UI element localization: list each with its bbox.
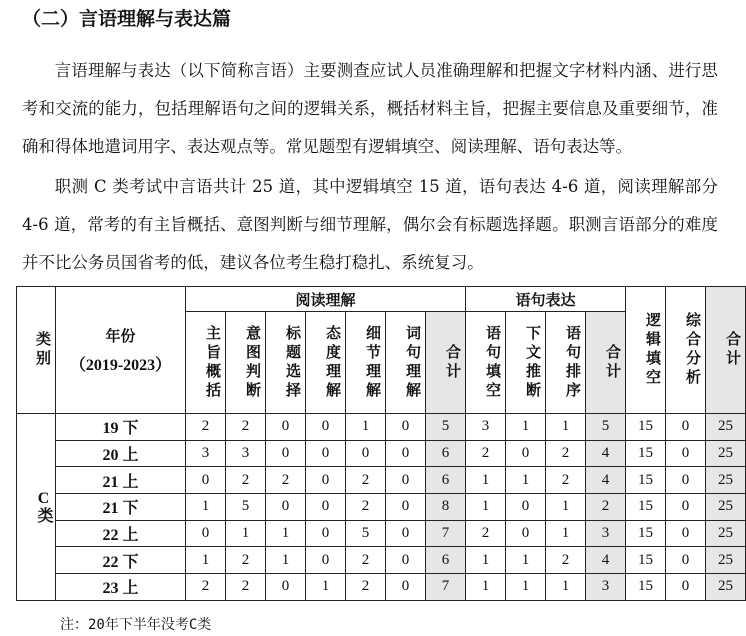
value-cell: 2 [226,547,266,574]
value-cell: 1 [266,520,306,547]
header-sentence_cols-2: 语句排序 [546,312,586,414]
value-cell: 0 [666,440,706,467]
value-cell: 6 [426,467,466,494]
value-cell: 2 [226,414,266,441]
value-cell: 0 [666,574,706,601]
value-cell: 0 [666,494,706,521]
value-cell: 0 [386,574,426,601]
value-cell: 0 [386,440,426,467]
header-total: 合计 [706,287,746,414]
value-cell: 1 [506,574,546,601]
value-cell: 2 [586,494,626,521]
value-cell: 1 [506,467,546,494]
value-cell: 15 [626,440,666,467]
value-cell: 25 [706,574,746,601]
value-cell: 6 [426,547,466,574]
year-cell: 21 上 [56,467,186,494]
value-cell: 0 [386,547,426,574]
value-cell: 0 [346,440,386,467]
value-cell: 3 [586,574,626,601]
value-cell: 1 [346,414,386,441]
value-cell: 0 [666,414,706,441]
value-cell: 3 [186,440,226,467]
value-cell: 25 [706,494,746,521]
value-cell: 2 [226,574,266,601]
value-cell: 1 [186,547,226,574]
value-cell: 2 [186,414,226,441]
value-cell: 3 [466,414,506,441]
value-cell: 1 [466,494,506,521]
value-cell: 0 [306,467,346,494]
value-cell: 0 [266,574,306,601]
value-cell: 0 [266,440,306,467]
value-cell: 3 [586,520,626,547]
value-cell: 15 [626,494,666,521]
value-cell: 25 [706,520,746,547]
value-cell: 0 [306,547,346,574]
value-cell: 1 [466,547,506,574]
year-cell: 20 上 [56,440,186,467]
value-cell: 25 [706,547,746,574]
value-cell: 4 [586,547,626,574]
value-cell: 5 [426,414,466,441]
value-cell: 2 [266,467,306,494]
header-year: 年份 （2019-2023） [56,287,186,414]
value-cell: 0 [386,414,426,441]
value-cell: 0 [666,547,706,574]
year-cell: 19 下 [56,414,186,441]
value-cell: 3 [226,440,266,467]
table-row [17,440,746,467]
value-cell: 6 [426,440,466,467]
value-cell: 15 [626,520,666,547]
value-cell: 0 [306,494,346,521]
value-cell: 2 [466,440,506,467]
value-cell: 2 [226,467,266,494]
year-cell: 22 下 [56,547,186,574]
header-comprehensive: 综合分析 [666,287,706,414]
header-reading_cols-4: 细节理解 [346,312,386,414]
value-cell: 15 [626,547,666,574]
value-cell: 1 [186,494,226,521]
value-cell: 7 [426,520,466,547]
value-cell: 25 [706,414,746,441]
header-reading: 阅读理解 [186,287,466,312]
year-cell: 21 下 [56,494,186,521]
value-cell: 1 [546,574,586,601]
value-cell: 1 [506,547,546,574]
value-cell: 7 [426,574,466,601]
value-cell: 0 [266,414,306,441]
value-cell: 1 [266,547,306,574]
value-cell: 0 [666,520,706,547]
value-cell: 0 [306,440,346,467]
value-cell: 15 [626,414,666,441]
value-cell: 2 [346,494,386,521]
header-sentence: 语句表达 [466,287,626,312]
table-row [17,494,746,521]
value-cell: 0 [506,520,546,547]
footnote: 注：20年下半年没考C类 [60,617,212,633]
value-cell: 2 [546,440,586,467]
value-cell: 0 [306,520,346,547]
exam-paragraph: 职测 C 类考试中言语共计 25 道，其中逻辑填空 15 道，语句表达 4-6 道，阅读理解部分 4-6 道，常考的有主旨概括、意图判断与细节理解，偶尔会有标题选择题。职测言语部分的难度并不比公务员国省考的低，建议各位考生稳打稳扎、系统复习。 [22,177,718,272]
header-reading_cols-5: 词句理解 [386,312,426,414]
value-cell: 1 [226,520,266,547]
value-cell: 0 [386,520,426,547]
value-cell: 4 [586,440,626,467]
value-cell: 0 [386,494,426,521]
value-cell: 2 [466,520,506,547]
value-cell: 0 [186,467,226,494]
value-cell: 2 [186,574,226,601]
year-cell: 23 上 [56,574,186,601]
value-cell: 15 [626,574,666,601]
header-reading_cols-0: 主旨概括 [186,312,226,414]
value-cell: 4 [586,467,626,494]
header-sentence_cols-3: 合计 [586,312,626,414]
table-row [17,520,746,547]
intro-paragraph: 言语理解与表达（以下简称言语）主要测查应试人员准确理解和把握文字材料内涵、进行思考和交流的能力，包括理解语句之间的逻辑关系，概括材料主旨，把握主要信息及重要细节，准确和得体地遣词用字、表达观点等。常见题型有逻辑填空、阅读理解、语句表达等。 [22,61,718,156]
header-category: 类别 [17,287,56,414]
category-cell: C类 [17,414,56,601]
table-row [17,467,746,494]
table-row [17,547,746,574]
value-cell: 25 [706,440,746,467]
value-cell: 2 [346,574,386,601]
value-cell: 1 [506,414,546,441]
value-cell: 0 [266,494,306,521]
value-cell: 5 [346,520,386,547]
value-cell: 0 [386,467,426,494]
table-row [17,574,746,601]
header-logic: 逻辑填空 [626,287,666,414]
value-cell: 0 [666,467,706,494]
section-title: （二）言语理解与表达篇 [22,8,232,30]
value-cell: 2 [546,547,586,574]
header-reading_cols-1: 意图判断 [226,312,266,414]
header-reading_cols-2: 标题选择 [266,312,306,414]
header-reading_cols-3: 态度理解 [306,312,346,414]
question-distribution-table [16,286,746,601]
value-cell: 0 [306,414,346,441]
value-cell: 8 [426,494,466,521]
value-cell: 5 [586,414,626,441]
header-reading_cols-6: 合计 [426,312,466,414]
value-cell: 5 [226,494,266,521]
header-sentence_cols-0: 语句填空 [466,312,506,414]
header-sentence_cols-1: 下文推断 [506,312,546,414]
value-cell: 0 [186,520,226,547]
value-cell: 1 [306,574,346,601]
value-cell: 2 [546,467,586,494]
value-cell: 15 [626,467,666,494]
value-cell: 2 [346,467,386,494]
value-cell: 1 [546,520,586,547]
value-cell: 1 [546,414,586,441]
value-cell: 1 [466,467,506,494]
value-cell: 1 [546,494,586,521]
year-cell: 22 上 [56,520,186,547]
value-cell: 25 [706,467,746,494]
value-cell: 0 [506,440,546,467]
value-cell: 1 [466,574,506,601]
value-cell: 2 [346,547,386,574]
table-row [17,414,746,441]
value-cell: 0 [506,494,546,521]
